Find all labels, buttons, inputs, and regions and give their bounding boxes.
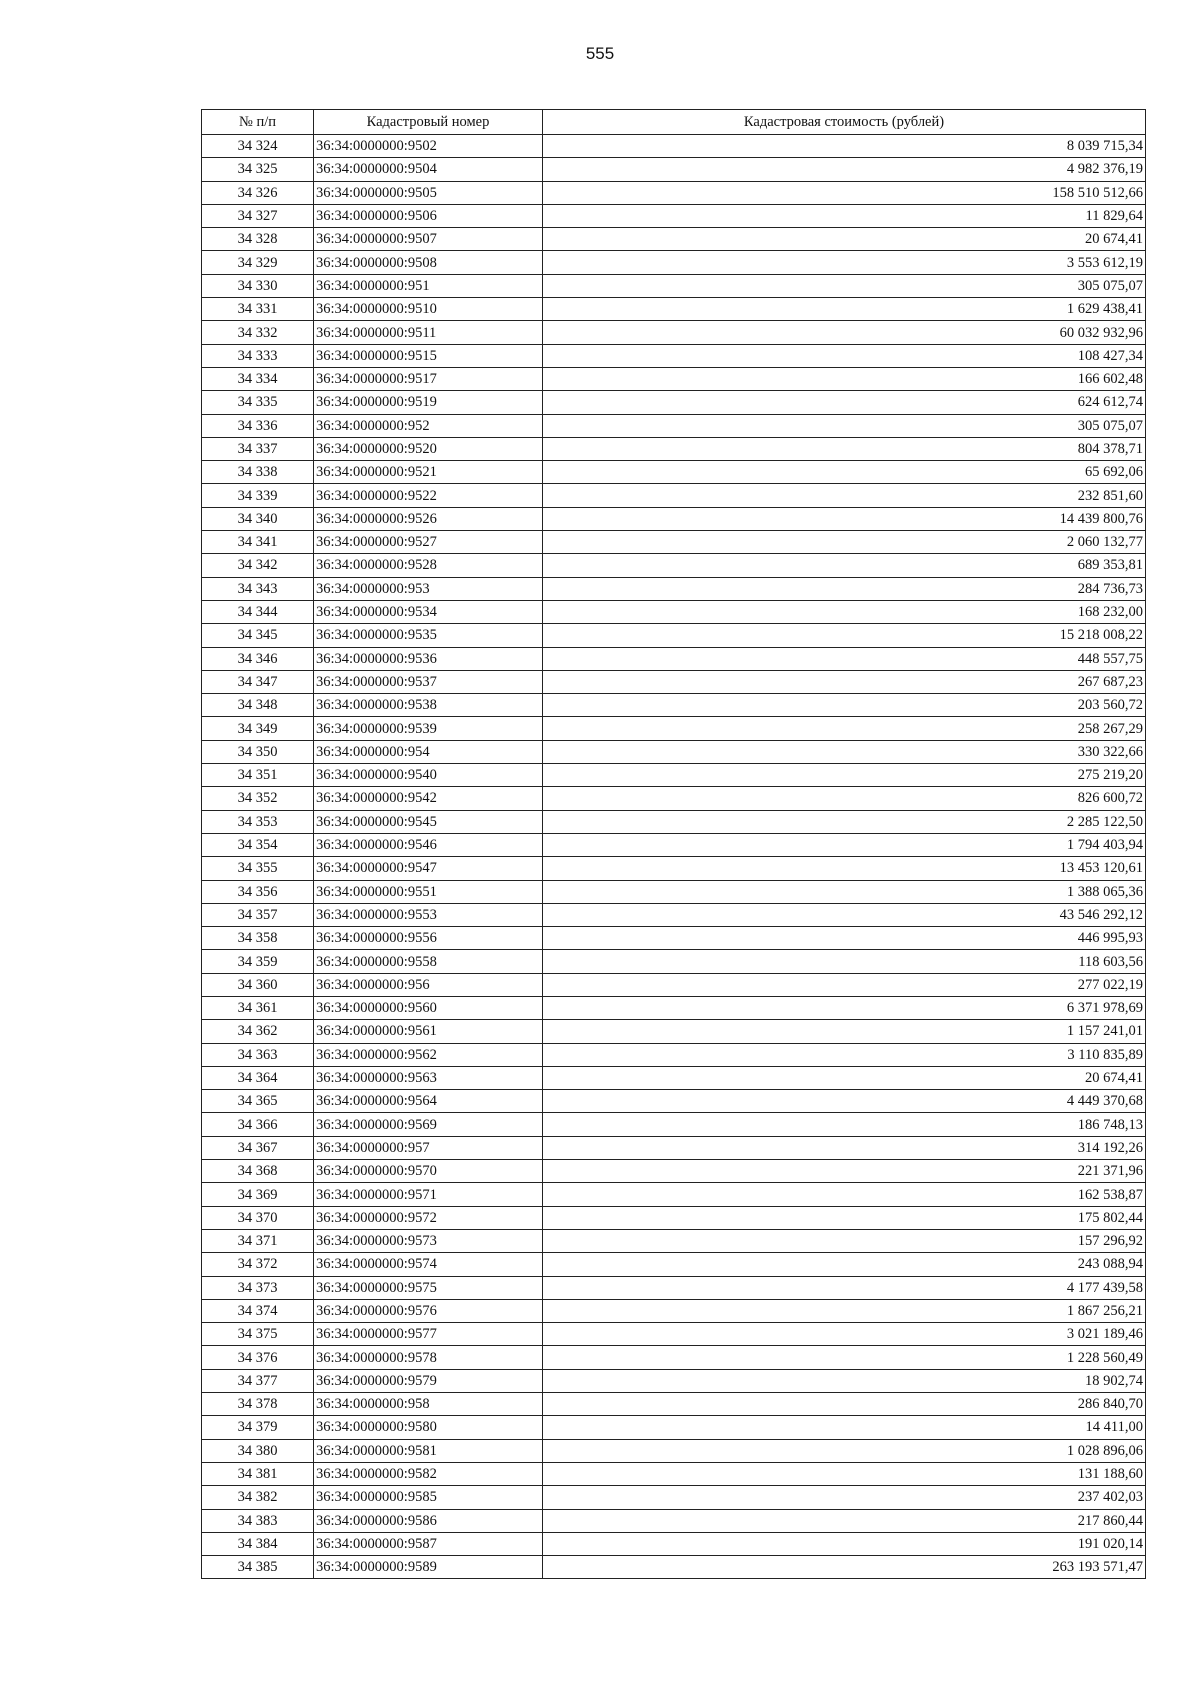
row-number-cell: 34 366 bbox=[202, 1113, 314, 1136]
cadastral-value-cell: 118 603,56 bbox=[543, 950, 1146, 973]
row-number-cell: 34 347 bbox=[202, 670, 314, 693]
table-row bbox=[202, 857, 1146, 880]
cadastral-value-cell: 158 510 512,66 bbox=[543, 181, 1146, 204]
row-number-cell: 34 363 bbox=[202, 1043, 314, 1066]
cadastral-number-cell: 36:34:0000000:9505 bbox=[314, 181, 543, 204]
table-row bbox=[202, 1509, 1146, 1532]
cadastral-number-cell: 36:34:0000000:9547 bbox=[314, 857, 543, 880]
cadastral-value-cell: 2 285 122,50 bbox=[543, 810, 1146, 833]
table-row bbox=[202, 1020, 1146, 1043]
cadastral-value-cell: 314 192,26 bbox=[543, 1136, 1146, 1159]
row-number-cell: 34 324 bbox=[202, 135, 314, 158]
cadastral-number-cell: 36:34:0000000:9508 bbox=[314, 251, 543, 274]
cadastral-value-cell: 4 982 376,19 bbox=[543, 158, 1146, 181]
cadastral-number-cell: 36:34:0000000:9582 bbox=[314, 1462, 543, 1485]
cadastral-value-cell: 108 427,34 bbox=[543, 344, 1146, 367]
cadastral-number-cell: 36:34:0000000:9581 bbox=[314, 1439, 543, 1462]
table-row bbox=[202, 414, 1146, 437]
cadastral-number-cell: 36:34:0000000:9537 bbox=[314, 670, 543, 693]
row-number-cell: 34 327 bbox=[202, 204, 314, 227]
cadastral-value-cell: 60 032 932,96 bbox=[543, 321, 1146, 344]
row-number-cell: 34 329 bbox=[202, 251, 314, 274]
row-number-cell: 34 379 bbox=[202, 1416, 314, 1439]
row-number-cell: 34 381 bbox=[202, 1462, 314, 1485]
cadastral-value-cell: 11 829,64 bbox=[543, 204, 1146, 227]
table-row bbox=[202, 1556, 1146, 1579]
cadastral-value-cell: 804 378,71 bbox=[543, 437, 1146, 460]
cadastral-value-cell: 221 371,96 bbox=[543, 1160, 1146, 1183]
header-row bbox=[202, 110, 1146, 135]
cadastral-value-cell: 157 296,92 bbox=[543, 1229, 1146, 1252]
cadastral-value-cell: 166 602,48 bbox=[543, 367, 1146, 390]
cadastral-number-cell: 36:34:0000000:9521 bbox=[314, 461, 543, 484]
table-row bbox=[202, 204, 1146, 227]
row-number-cell: 34 340 bbox=[202, 507, 314, 530]
row-number-cell: 34 339 bbox=[202, 484, 314, 507]
table-row bbox=[202, 1346, 1146, 1369]
row-number-cell: 34 370 bbox=[202, 1206, 314, 1229]
cadastral-number-cell: 36:34:0000000:9560 bbox=[314, 996, 543, 1019]
cadastral-number-cell: 36:34:0000000:9551 bbox=[314, 880, 543, 903]
cadastral-number-cell: 36:34:0000000:958 bbox=[314, 1393, 543, 1416]
table-row bbox=[202, 1229, 1146, 1252]
row-number-cell: 34 336 bbox=[202, 414, 314, 437]
cadastral-number-cell: 36:34:0000000:9536 bbox=[314, 647, 543, 670]
row-number-cell: 34 357 bbox=[202, 903, 314, 926]
table-row bbox=[202, 1486, 1146, 1509]
table-row bbox=[202, 1532, 1146, 1555]
table-row bbox=[202, 694, 1146, 717]
cadastral-number-cell: 36:34:0000000:9563 bbox=[314, 1066, 543, 1089]
cadastral-value-cell: 237 402,03 bbox=[543, 1486, 1146, 1509]
row-number-cell: 34 369 bbox=[202, 1183, 314, 1206]
table-row bbox=[202, 1416, 1146, 1439]
cadastral-value-cell: 217 860,44 bbox=[543, 1509, 1146, 1532]
table-row bbox=[202, 740, 1146, 763]
cadastral-value-cell: 3 110 835,89 bbox=[543, 1043, 1146, 1066]
row-number-cell: 34 330 bbox=[202, 274, 314, 297]
table-row bbox=[202, 950, 1146, 973]
table-row bbox=[202, 228, 1146, 251]
row-number-cell: 34 359 bbox=[202, 950, 314, 973]
row-number-cell: 34 374 bbox=[202, 1299, 314, 1322]
table-row bbox=[202, 577, 1146, 600]
cadastral-value-cell: 6 371 978,69 bbox=[543, 996, 1146, 1019]
cadastral-number-cell: 36:34:0000000:9578 bbox=[314, 1346, 543, 1369]
row-number-cell: 34 352 bbox=[202, 787, 314, 810]
page-number: 555 bbox=[585, 44, 615, 63]
row-number-cell: 34 334 bbox=[202, 367, 314, 390]
cadastral-value-cell: 1 794 403,94 bbox=[543, 833, 1146, 856]
table-row bbox=[202, 1393, 1146, 1416]
cadastral-number-cell: 36:34:0000000:9574 bbox=[314, 1253, 543, 1276]
table-row bbox=[202, 251, 1146, 274]
cadastral-number-cell: 36:34:0000000:952 bbox=[314, 414, 543, 437]
row-number-cell: 34 377 bbox=[202, 1369, 314, 1392]
cadastral-number-cell: 36:34:0000000:9538 bbox=[314, 694, 543, 717]
row-number-cell: 34 328 bbox=[202, 228, 314, 251]
row-number-cell: 34 342 bbox=[202, 554, 314, 577]
row-number-cell: 34 348 bbox=[202, 694, 314, 717]
row-number-cell: 34 355 bbox=[202, 857, 314, 880]
cadastral-value-cell: 14 439 800,76 bbox=[543, 507, 1146, 530]
row-number-cell: 34 345 bbox=[202, 624, 314, 647]
cadastral-value-cell: 186 748,13 bbox=[543, 1113, 1146, 1136]
row-number-cell: 34 368 bbox=[202, 1160, 314, 1183]
cadastral-value-table bbox=[201, 109, 1146, 1579]
row-number-cell: 34 362 bbox=[202, 1020, 314, 1043]
cadastral-number-cell: 36:34:0000000:9515 bbox=[314, 344, 543, 367]
cadastral-number-cell: 36:34:0000000:954 bbox=[314, 740, 543, 763]
table-row bbox=[202, 437, 1146, 460]
table-row bbox=[202, 1066, 1146, 1089]
cadastral-number-cell: 36:34:0000000:9570 bbox=[314, 1160, 543, 1183]
row-number-cell: 34 353 bbox=[202, 810, 314, 833]
table-row bbox=[202, 764, 1146, 787]
row-number-cell: 34 325 bbox=[202, 158, 314, 181]
table-body bbox=[202, 135, 1146, 1579]
row-number-cell: 34 382 bbox=[202, 1486, 314, 1509]
cadastral-value-cell: 286 840,70 bbox=[543, 1393, 1146, 1416]
row-number-cell: 34 385 bbox=[202, 1556, 314, 1579]
cadastral-number-cell: 36:34:0000000:9502 bbox=[314, 135, 543, 158]
cadastral-number-cell: 36:34:0000000:9558 bbox=[314, 950, 543, 973]
table-row bbox=[202, 670, 1146, 693]
cadastral-value-cell: 131 188,60 bbox=[543, 1462, 1146, 1485]
cadastral-number-cell: 36:34:0000000:9589 bbox=[314, 1556, 543, 1579]
cadastral-value-cell: 263 193 571,47 bbox=[543, 1556, 1146, 1579]
cadastral-value-cell: 448 557,75 bbox=[543, 647, 1146, 670]
cadastral-value-cell: 267 687,23 bbox=[543, 670, 1146, 693]
row-number-cell: 34 371 bbox=[202, 1229, 314, 1252]
row-number-cell: 34 365 bbox=[202, 1090, 314, 1113]
table-row bbox=[202, 1462, 1146, 1485]
table-row bbox=[202, 810, 1146, 833]
cadastral-value-cell: 305 075,07 bbox=[543, 414, 1146, 437]
cadastral-value-cell: 305 075,07 bbox=[543, 274, 1146, 297]
cadastral-number-cell: 36:34:0000000:9522 bbox=[314, 484, 543, 507]
cadastral-value-cell: 175 802,44 bbox=[543, 1206, 1146, 1229]
cadastral-number-cell: 36:34:0000000:9580 bbox=[314, 1416, 543, 1439]
cadastral-value-cell: 826 600,72 bbox=[543, 787, 1146, 810]
row-number-cell: 34 332 bbox=[202, 321, 314, 344]
row-number-cell: 34 341 bbox=[202, 531, 314, 554]
table-row bbox=[202, 1160, 1146, 1183]
row-number-cell: 34 380 bbox=[202, 1439, 314, 1462]
table-row bbox=[202, 624, 1146, 647]
row-number-cell: 34 344 bbox=[202, 600, 314, 623]
table-row bbox=[202, 274, 1146, 297]
row-number-cell: 34 361 bbox=[202, 996, 314, 1019]
cadastral-number-cell: 36:34:0000000:9506 bbox=[314, 204, 543, 227]
cadastral-number-cell: 36:34:0000000:953 bbox=[314, 577, 543, 600]
cadastral-value-cell: 14 411,00 bbox=[543, 1416, 1146, 1439]
table-row bbox=[202, 1299, 1146, 1322]
row-number-cell: 34 350 bbox=[202, 740, 314, 763]
row-number-cell: 34 338 bbox=[202, 461, 314, 484]
cadastral-number-cell: 36:34:0000000:9572 bbox=[314, 1206, 543, 1229]
row-number-cell: 34 372 bbox=[202, 1253, 314, 1276]
table-row bbox=[202, 1369, 1146, 1392]
table-row bbox=[202, 1136, 1146, 1159]
cadastral-value-cell: 624 612,74 bbox=[543, 391, 1146, 414]
row-number-cell: 34 337 bbox=[202, 437, 314, 460]
table-row bbox=[202, 1113, 1146, 1136]
cadastral-value-cell: 3 553 612,19 bbox=[543, 251, 1146, 274]
table-row bbox=[202, 135, 1146, 158]
cadastral-number-cell: 36:34:0000000:9587 bbox=[314, 1532, 543, 1555]
row-number-cell: 34 384 bbox=[202, 1532, 314, 1555]
row-number-cell: 34 356 bbox=[202, 880, 314, 903]
row-number-cell: 34 326 bbox=[202, 181, 314, 204]
table-row bbox=[202, 461, 1146, 484]
cadastral-number-cell: 36:34:0000000:9519 bbox=[314, 391, 543, 414]
cadastral-number-cell: 36:34:0000000:9586 bbox=[314, 1509, 543, 1532]
cadastral-value-cell: 330 322,66 bbox=[543, 740, 1146, 763]
cadastral-value-cell: 203 560,72 bbox=[543, 694, 1146, 717]
cadastral-number-cell: 36:34:0000000:9571 bbox=[314, 1183, 543, 1206]
table-header bbox=[202, 110, 1146, 135]
table-row bbox=[202, 367, 1146, 390]
cadastral-number-cell: 36:34:0000000:957 bbox=[314, 1136, 543, 1159]
cadastral-value-cell: 162 538,87 bbox=[543, 1183, 1146, 1206]
row-number-cell: 34 335 bbox=[202, 391, 314, 414]
cadastral-number-cell: 36:34:0000000:9517 bbox=[314, 367, 543, 390]
header-cadastral-value: Кадастровая стоимость (рублей) bbox=[543, 110, 1146, 135]
cadastral-number-cell: 36:34:0000000:9575 bbox=[314, 1276, 543, 1299]
cadastral-value-cell: 1 228 560,49 bbox=[543, 1346, 1146, 1369]
row-number-cell: 34 343 bbox=[202, 577, 314, 600]
table-row bbox=[202, 298, 1146, 321]
cadastral-value-cell: 232 851,60 bbox=[543, 484, 1146, 507]
cadastral-value-cell: 446 995,93 bbox=[543, 927, 1146, 950]
table-row bbox=[202, 531, 1146, 554]
row-number-cell: 34 364 bbox=[202, 1066, 314, 1089]
cadastral-number-cell: 36:34:0000000:9504 bbox=[314, 158, 543, 181]
table-row bbox=[202, 600, 1146, 623]
table-row bbox=[202, 1043, 1146, 1066]
cadastral-number-cell: 36:34:0000000:956 bbox=[314, 973, 543, 996]
row-number-cell: 34 376 bbox=[202, 1346, 314, 1369]
table-row bbox=[202, 647, 1146, 670]
cadastral-number-cell: 36:34:0000000:9545 bbox=[314, 810, 543, 833]
cadastral-value-cell: 1 867 256,21 bbox=[543, 1299, 1146, 1322]
table-row bbox=[202, 787, 1146, 810]
cadastral-number-cell: 36:34:0000000:9573 bbox=[314, 1229, 543, 1252]
cadastral-value-cell: 243 088,94 bbox=[543, 1253, 1146, 1276]
cadastral-number-cell: 36:34:0000000:9540 bbox=[314, 764, 543, 787]
cadastral-value-cell: 1 028 896,06 bbox=[543, 1439, 1146, 1462]
cadastral-value-cell: 168 232,00 bbox=[543, 600, 1146, 623]
cadastral-number-cell: 36:34:0000000:9510 bbox=[314, 298, 543, 321]
cadastral-number-cell: 36:34:0000000:9576 bbox=[314, 1299, 543, 1322]
row-number-cell: 34 346 bbox=[202, 647, 314, 670]
cadastral-number-cell: 36:34:0000000:9577 bbox=[314, 1323, 543, 1346]
cadastral-number-cell: 36:34:0000000:9507 bbox=[314, 228, 543, 251]
cadastral-number-cell: 36:34:0000000:9535 bbox=[314, 624, 543, 647]
cadastral-value-cell: 277 022,19 bbox=[543, 973, 1146, 996]
table-row bbox=[202, 1253, 1146, 1276]
row-number-cell: 34 360 bbox=[202, 973, 314, 996]
cadastral-value-cell: 18 902,74 bbox=[543, 1369, 1146, 1392]
table-row bbox=[202, 1439, 1146, 1462]
row-number-cell: 34 358 bbox=[202, 927, 314, 950]
cadastral-number-cell: 36:34:0000000:9585 bbox=[314, 1486, 543, 1509]
table-row bbox=[202, 321, 1146, 344]
cadastral-number-cell: 36:34:0000000:9534 bbox=[314, 600, 543, 623]
table-row bbox=[202, 903, 1146, 926]
row-number-cell: 34 354 bbox=[202, 833, 314, 856]
row-number-cell: 34 383 bbox=[202, 1509, 314, 1532]
table-row bbox=[202, 1206, 1146, 1229]
table-row bbox=[202, 158, 1146, 181]
cadastral-number-cell: 36:34:0000000:9562 bbox=[314, 1043, 543, 1066]
table-row bbox=[202, 507, 1146, 530]
header-row-number: № п/п bbox=[202, 110, 314, 135]
row-number-cell: 34 373 bbox=[202, 1276, 314, 1299]
table-row bbox=[202, 1183, 1146, 1206]
table-row bbox=[202, 1276, 1146, 1299]
table-row bbox=[202, 344, 1146, 367]
cadastral-number-cell: 36:34:0000000:9564 bbox=[314, 1090, 543, 1113]
cadastral-value-cell: 20 674,41 bbox=[543, 1066, 1146, 1089]
cadastral-value-cell: 4 449 370,68 bbox=[543, 1090, 1146, 1113]
cadastral-value-cell: 20 674,41 bbox=[543, 228, 1146, 251]
table-row bbox=[202, 927, 1146, 950]
row-number-cell: 34 331 bbox=[202, 298, 314, 321]
table-row bbox=[202, 833, 1146, 856]
cadastral-number-cell: 36:34:0000000:9539 bbox=[314, 717, 543, 740]
cadastral-value-cell: 2 060 132,77 bbox=[543, 531, 1146, 554]
cadastral-number-cell: 36:34:0000000:9546 bbox=[314, 833, 543, 856]
cadastral-number-cell: 36:34:0000000:951 bbox=[314, 274, 543, 297]
cadastral-value-cell: 191 020,14 bbox=[543, 1532, 1146, 1555]
table-row bbox=[202, 717, 1146, 740]
table-row bbox=[202, 880, 1146, 903]
cadastral-value-cell: 275 219,20 bbox=[543, 764, 1146, 787]
cadastral-number-cell: 36:34:0000000:9511 bbox=[314, 321, 543, 344]
table-row bbox=[202, 391, 1146, 414]
header-cadastral-number: Кадастровый номер bbox=[314, 110, 543, 135]
cadastral-number-cell: 36:34:0000000:9553 bbox=[314, 903, 543, 926]
cadastral-value-cell: 258 267,29 bbox=[543, 717, 1146, 740]
table-row bbox=[202, 484, 1146, 507]
row-number-cell: 34 378 bbox=[202, 1393, 314, 1416]
cadastral-value-cell: 689 353,81 bbox=[543, 554, 1146, 577]
cadastral-value-cell: 4 177 439,58 bbox=[543, 1276, 1146, 1299]
table-row bbox=[202, 973, 1146, 996]
cadastral-number-cell: 36:34:0000000:9579 bbox=[314, 1369, 543, 1392]
row-number-cell: 34 333 bbox=[202, 344, 314, 367]
cadastral-value-cell: 1 388 065,36 bbox=[543, 880, 1146, 903]
table-row bbox=[202, 1090, 1146, 1113]
cadastral-number-cell: 36:34:0000000:9526 bbox=[314, 507, 543, 530]
cadastral-value-cell: 15 218 008,22 bbox=[543, 624, 1146, 647]
table-row bbox=[202, 554, 1146, 577]
row-number-cell: 34 367 bbox=[202, 1136, 314, 1159]
cadastral-number-cell: 36:34:0000000:9542 bbox=[314, 787, 543, 810]
cadastral-number-cell: 36:34:0000000:9520 bbox=[314, 437, 543, 460]
table-row bbox=[202, 181, 1146, 204]
cadastral-value-cell: 13 453 120,61 bbox=[543, 857, 1146, 880]
cadastral-number-cell: 36:34:0000000:9527 bbox=[314, 531, 543, 554]
cadastral-value-cell: 1 629 438,41 bbox=[543, 298, 1146, 321]
cadastral-number-cell: 36:34:0000000:9569 bbox=[314, 1113, 543, 1136]
cadastral-value-cell: 284 736,73 bbox=[543, 577, 1146, 600]
cadastral-number-cell: 36:34:0000000:9561 bbox=[314, 1020, 543, 1043]
cadastral-value-cell: 3 021 189,46 bbox=[543, 1323, 1146, 1346]
cadastral-value-cell: 8 039 715,34 bbox=[543, 135, 1146, 158]
cadastral-value-cell: 65 692,06 bbox=[543, 461, 1146, 484]
cadastral-number-cell: 36:34:0000000:9556 bbox=[314, 927, 543, 950]
table-row bbox=[202, 1323, 1146, 1346]
row-number-cell: 34 351 bbox=[202, 764, 314, 787]
cadastral-value-cell: 43 546 292,12 bbox=[543, 903, 1146, 926]
table-row bbox=[202, 996, 1146, 1019]
cadastral-number-cell: 36:34:0000000:9528 bbox=[314, 554, 543, 577]
row-number-cell: 34 349 bbox=[202, 717, 314, 740]
cadastral-value-cell: 1 157 241,01 bbox=[543, 1020, 1146, 1043]
row-number-cell: 34 375 bbox=[202, 1323, 314, 1346]
